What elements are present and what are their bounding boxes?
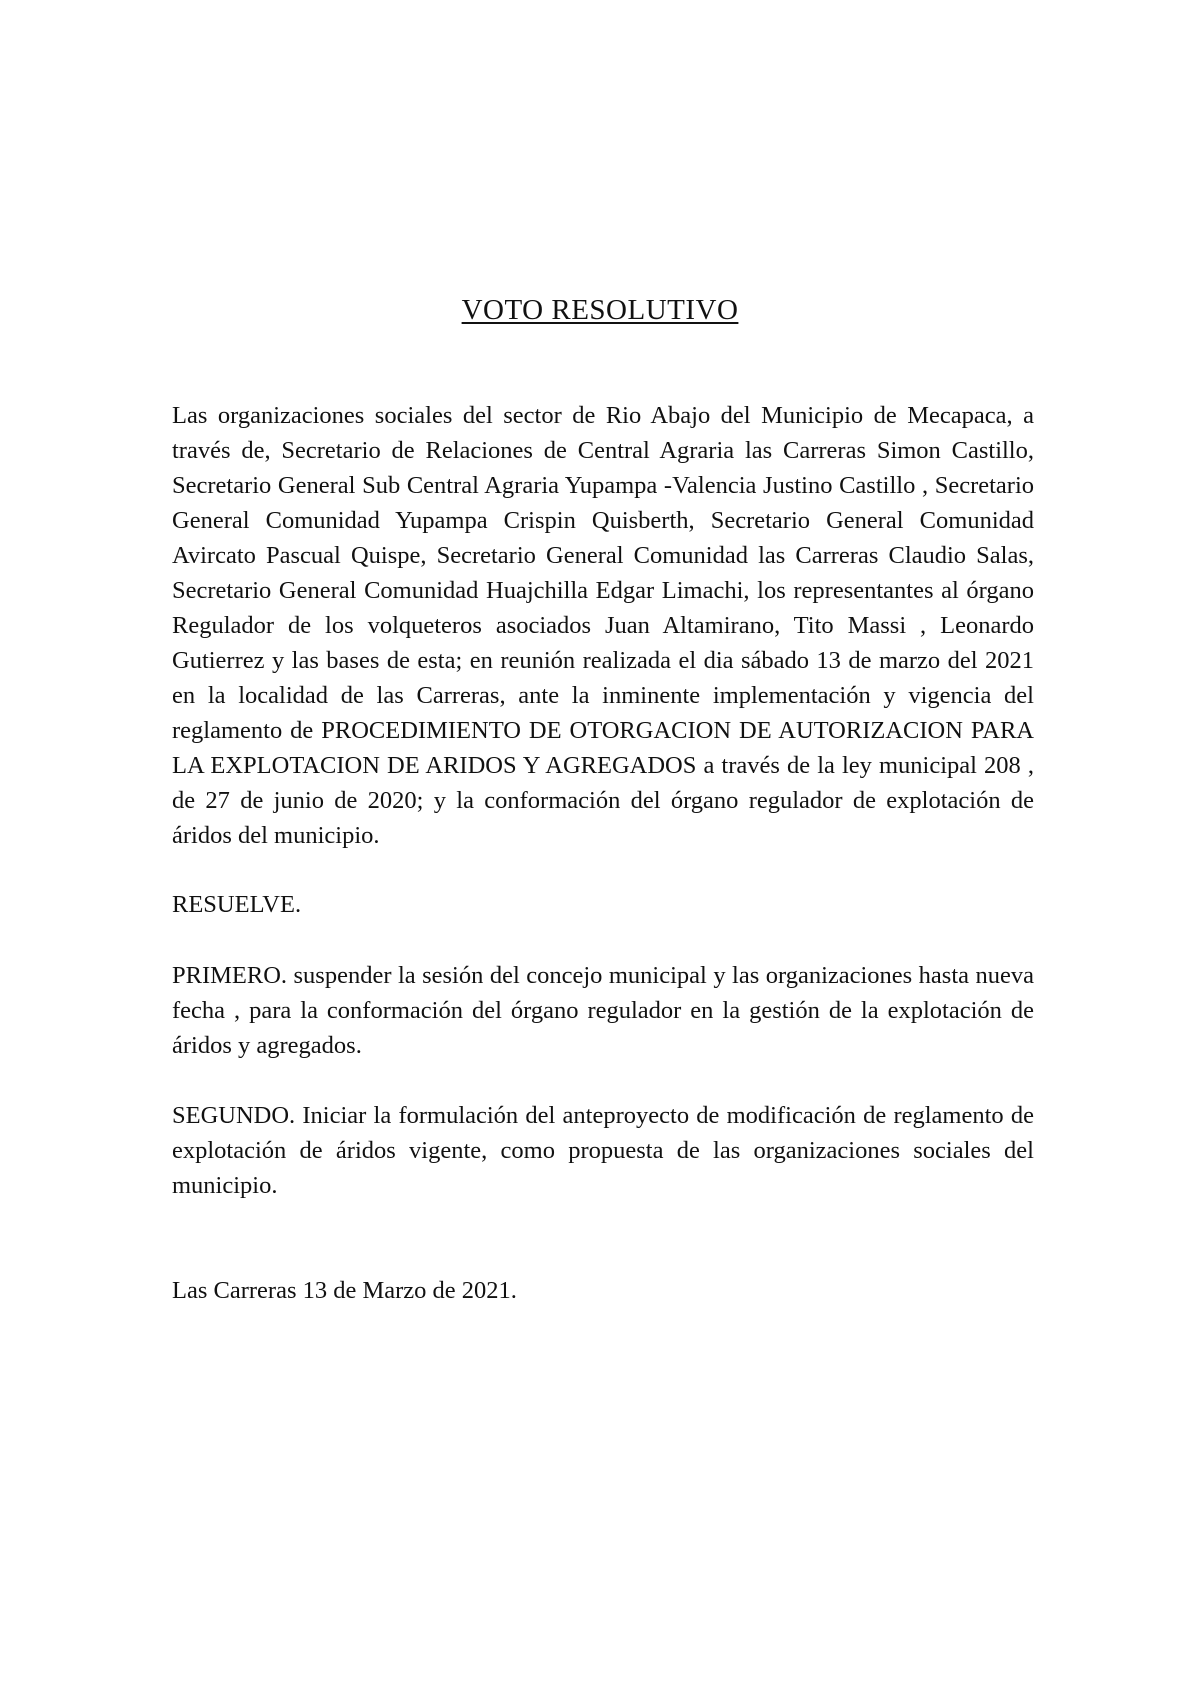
- closing-date-line: Las Carreras 13 de Marzo de 2021.: [172, 1277, 517, 1304]
- segundo-paragraph: SEGUNDO. Iniciar la formulación del anteproyecto de modificación de reglamento de explotación de áridos vigente, como propuesta de las organizaciones sociales del municipio.: [172, 1102, 1034, 1199]
- document-body: [172, 398, 1034, 1308]
- document-title: VOTO RESOLUTIVO: [461, 294, 739, 326]
- intro-paragraph: Las organizaciones sociales del sector de Rio Abajo del Municipio de Mecapaca, a través de, Secretario de Relaciones de Central Agraria las Carreras Simon Castillo, Secretario General Sub Central Agraria Yupampa -Valencia Justino Castillo , Secretario General Comunidad Yupampa Crispin Quisberth, Secretario General Comunidad Avircato Pascual Quispe, Secretario General Comunidad las Carreras Claudio Salas, Secretario General Comunidad Huajchilla Edgar Limachi, los representantes al órgano Regulador de los volqueteros asociados Juan Altamirano, Tito Massi , Leonardo Gutierrez y las bases de esta; en reunión realizada el dia sábado 13 de marzo del 2021 en la localidad de las Carreras, ante la inminente implementación y vigencia del reglamento de PROCEDIMIENTO DE OTORGACION DE AUTORIZACION PARA LA EXPLOTACION DE ARIDOS Y AGREGADOS a través de la ley municipal 208 , de 27 de junio de 2020; y la conformación del órgano regulador de explotación de áridos del municipio.: [172, 402, 1034, 849]
- resuelve-heading: RESUELVE.: [172, 891, 302, 918]
- primero-paragraph: PRIMERO. suspender la sesión del concejo municipal y las organizaciones hasta nueva fecha , para la conformación del órgano regulador en la gestión de la explotación de áridos y agregados.: [172, 962, 1034, 1059]
